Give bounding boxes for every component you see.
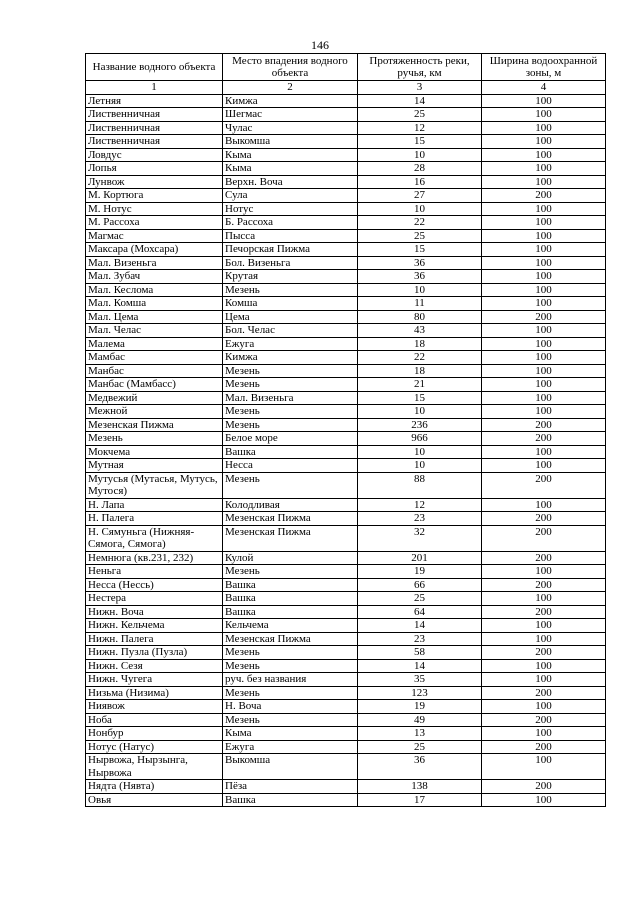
length-cell: 15	[358, 391, 482, 405]
page-number: 146	[311, 38, 329, 52]
mouth-cell: Белое море	[223, 432, 358, 446]
protection-width-cell: 100	[482, 754, 606, 780]
protection-width-cell: 100	[482, 498, 606, 512]
protection-width-cell: 100	[482, 391, 606, 405]
table-row	[86, 727, 606, 741]
mouth-cell: Шегмас	[223, 108, 358, 122]
river-name-cell: Максара (Мохсара)	[86, 243, 223, 257]
table-row	[86, 391, 606, 405]
table-row	[86, 135, 606, 149]
length-cell: 36	[358, 754, 482, 780]
length-cell: 88	[358, 472, 482, 498]
protection-width-cell: 100	[482, 793, 606, 807]
river-name-cell: Лиственничная	[86, 108, 223, 122]
river-name-cell: Мамбас	[86, 351, 223, 365]
mouth-cell: Кыма	[223, 727, 358, 741]
mouth-cell: Мезень	[223, 472, 358, 498]
length-cell: 80	[358, 310, 482, 324]
table-row	[86, 243, 606, 257]
length-cell: 27	[358, 189, 482, 203]
river-name-cell: Манбас	[86, 364, 223, 378]
table-row	[86, 793, 606, 807]
table-row	[86, 324, 606, 338]
length-cell: 66	[358, 578, 482, 592]
table-row	[86, 459, 606, 473]
protection-width-cell: 200	[482, 740, 606, 754]
protection-width-cell: 100	[482, 243, 606, 257]
mouth-cell: Мезень	[223, 378, 358, 392]
protection-width-cell: 100	[482, 162, 606, 176]
table-row	[86, 713, 606, 727]
table-body	[86, 94, 606, 807]
length-cell: 201	[358, 551, 482, 565]
length-cell: 58	[358, 646, 482, 660]
mouth-cell: Кельчема	[223, 619, 358, 633]
length-cell: 15	[358, 135, 482, 149]
column-header-width: Ширина водоохранной зоны, м	[482, 54, 606, 81]
mouth-cell: Выкомша	[223, 754, 358, 780]
river-name-cell: Овья	[86, 793, 223, 807]
protection-width-cell: 200	[482, 646, 606, 660]
mouth-cell: Вашка	[223, 445, 358, 459]
river-name-cell: Нижн. Пузла (Пузла)	[86, 646, 223, 660]
mouth-cell: Сула	[223, 189, 358, 203]
river-name-cell: Мезенская Пижма	[86, 418, 223, 432]
protection-width-cell: 100	[482, 270, 606, 284]
length-cell: 11	[358, 297, 482, 311]
table-row	[86, 175, 606, 189]
river-name-cell: Н. Сямуньга (Нижняя-Сямога, Сямога)	[86, 525, 223, 551]
length-cell: 23	[358, 632, 482, 646]
mouth-cell: Несса	[223, 459, 358, 473]
mouth-cell: Мезень	[223, 283, 358, 297]
length-cell: 36	[358, 256, 482, 270]
table-row	[86, 605, 606, 619]
river-name-cell: Н. Палега	[86, 512, 223, 526]
mouth-cell: Мезень	[223, 659, 358, 673]
length-cell: 10	[358, 405, 482, 419]
length-cell: 35	[358, 673, 482, 687]
table-row	[86, 202, 606, 216]
protection-width-cell: 100	[482, 148, 606, 162]
protection-width-cell: 100	[482, 135, 606, 149]
protection-width-cell: 100	[482, 659, 606, 673]
protection-width-cell: 100	[482, 324, 606, 338]
river-name-cell: Нижн. Палега	[86, 632, 223, 646]
protection-width-cell: 100	[482, 216, 606, 230]
river-name-cell: Нижн. Кельчема	[86, 619, 223, 633]
protection-width-cell: 200	[482, 432, 606, 446]
length-cell: 25	[358, 592, 482, 606]
river-name-cell: Неньга	[86, 565, 223, 579]
table-row	[86, 256, 606, 270]
length-cell: 123	[358, 686, 482, 700]
protection-width-cell: 100	[482, 727, 606, 741]
river-name-cell: М. Рассоха	[86, 216, 223, 230]
table-row	[86, 432, 606, 446]
protection-width-cell: 100	[482, 256, 606, 270]
table-row	[86, 121, 606, 135]
length-cell: 19	[358, 700, 482, 714]
mouth-cell: Кыма	[223, 162, 358, 176]
table-row	[86, 310, 606, 324]
table-row	[86, 565, 606, 579]
mouth-cell: Печорская Пижма	[223, 243, 358, 257]
protection-width-cell: 200	[482, 605, 606, 619]
protection-width-cell: 200	[482, 551, 606, 565]
length-cell: 49	[358, 713, 482, 727]
mouth-cell: Бол. Челас	[223, 324, 358, 338]
water-objects-table	[85, 53, 606, 807]
river-name-cell: Лиственничная	[86, 135, 223, 149]
length-cell: 28	[358, 162, 482, 176]
river-name-cell: Нядта (Нявта)	[86, 780, 223, 794]
column-number: 3	[358, 81, 482, 95]
table-row	[86, 686, 606, 700]
length-cell: 25	[358, 229, 482, 243]
protection-width-cell: 200	[482, 472, 606, 498]
table-row	[86, 551, 606, 565]
table-row	[86, 405, 606, 419]
mouth-cell: Вашка	[223, 592, 358, 606]
table-row	[86, 216, 606, 230]
length-cell: 43	[358, 324, 482, 338]
table-row	[86, 283, 606, 297]
length-cell: 22	[358, 216, 482, 230]
table-row	[86, 578, 606, 592]
protection-width-cell: 200	[482, 310, 606, 324]
length-cell: 14	[358, 619, 482, 633]
mouth-cell: Мезень	[223, 418, 358, 432]
table-row	[86, 673, 606, 687]
table-row	[86, 364, 606, 378]
length-cell: 18	[358, 337, 482, 351]
table-row	[86, 472, 606, 498]
mouth-cell: Выкомша	[223, 135, 358, 149]
mouth-cell: Чулас	[223, 121, 358, 135]
mouth-cell: Вашка	[223, 605, 358, 619]
length-cell: 12	[358, 498, 482, 512]
table-row	[86, 351, 606, 365]
length-cell: 14	[358, 659, 482, 673]
table-row	[86, 108, 606, 122]
table-row	[86, 189, 606, 203]
mouth-cell: Б. Рассоха	[223, 216, 358, 230]
river-name-cell: Нотус (Натус)	[86, 740, 223, 754]
mouth-cell: Верхн. Воча	[223, 175, 358, 189]
river-name-cell: Манбас (Мамбасс)	[86, 378, 223, 392]
protection-width-cell: 200	[482, 713, 606, 727]
table-row	[86, 229, 606, 243]
mouth-cell: Цема	[223, 310, 358, 324]
mouth-cell: Кулой	[223, 551, 358, 565]
protection-width-cell: 100	[482, 632, 606, 646]
river-name-cell: М. Кортюга	[86, 189, 223, 203]
column-number: 4	[482, 81, 606, 95]
mouth-cell: Н. Воча	[223, 700, 358, 714]
table-row	[86, 632, 606, 646]
river-name-cell: Мутная	[86, 459, 223, 473]
protection-width-cell: 100	[482, 297, 606, 311]
mouth-cell: Мезенская Пижма	[223, 525, 358, 551]
river-name-cell: Летняя	[86, 94, 223, 108]
table-row	[86, 162, 606, 176]
river-name-cell: Мезень	[86, 432, 223, 446]
mouth-cell: Мезенская Пижма	[223, 512, 358, 526]
length-cell: 17	[358, 793, 482, 807]
protection-width-cell: 200	[482, 525, 606, 551]
table-row	[86, 592, 606, 606]
river-name-cell: Мал. Цема	[86, 310, 223, 324]
mouth-cell: руч. без названия	[223, 673, 358, 687]
protection-width-cell: 200	[482, 512, 606, 526]
river-name-cell: Нырвожа, Нырзынга, Нырвожа	[86, 754, 223, 780]
mouth-cell: Нотус	[223, 202, 358, 216]
protection-width-cell: 100	[482, 121, 606, 135]
protection-width-cell: 100	[482, 565, 606, 579]
table-row	[86, 659, 606, 673]
river-name-cell: Немнюга (кв.231, 232)	[86, 551, 223, 565]
mouth-cell: Пысса	[223, 229, 358, 243]
protection-width-cell: 100	[482, 700, 606, 714]
table-row	[86, 512, 606, 526]
river-name-cell: Мал. Кеслома	[86, 283, 223, 297]
protection-width-cell: 100	[482, 619, 606, 633]
length-cell: 966	[358, 432, 482, 446]
protection-width-cell: 100	[482, 175, 606, 189]
length-cell: 22	[358, 351, 482, 365]
mouth-cell: Ежуга	[223, 337, 358, 351]
mouth-cell: Ежуга	[223, 740, 358, 754]
length-cell: 36	[358, 270, 482, 284]
river-name-cell: Мутусья (Мутасья, Мутусь, Мутося)	[86, 472, 223, 498]
protection-width-cell: 100	[482, 94, 606, 108]
river-name-cell: Мал. Комша	[86, 297, 223, 311]
mouth-cell: Комша	[223, 297, 358, 311]
river-name-cell: Ноба	[86, 713, 223, 727]
river-name-cell: Медвежий	[86, 391, 223, 405]
protection-width-cell: 100	[482, 673, 606, 687]
river-name-cell: Лопья	[86, 162, 223, 176]
mouth-cell: Крутая	[223, 270, 358, 284]
table-row	[86, 378, 606, 392]
mouth-cell: Вашка	[223, 793, 358, 807]
protection-width-cell: 100	[482, 202, 606, 216]
protection-width-cell: 100	[482, 364, 606, 378]
mouth-cell: Кимжа	[223, 351, 358, 365]
length-cell: 15	[358, 243, 482, 257]
river-name-cell: Нижн. Воча	[86, 605, 223, 619]
length-cell: 10	[358, 148, 482, 162]
table-row	[86, 498, 606, 512]
length-cell: 25	[358, 740, 482, 754]
protection-width-cell: 100	[482, 337, 606, 351]
length-cell: 10	[358, 445, 482, 459]
table-row	[86, 418, 606, 432]
table-row	[86, 646, 606, 660]
table-row	[86, 754, 606, 780]
mouth-cell: Кимжа	[223, 94, 358, 108]
river-name-cell: Мал. Визеньга	[86, 256, 223, 270]
river-name-cell: Нижн. Чугега	[86, 673, 223, 687]
mouth-cell: Мезень	[223, 713, 358, 727]
protection-width-cell: 100	[482, 378, 606, 392]
column-number: 2	[223, 81, 358, 95]
mouth-cell: Колодливая	[223, 498, 358, 512]
length-cell: 19	[358, 565, 482, 579]
column-header-name: Название водного объекта	[86, 54, 223, 81]
river-name-cell: Ниявож	[86, 700, 223, 714]
river-name-cell: Нижн. Сезя	[86, 659, 223, 673]
length-cell: 13	[358, 727, 482, 741]
length-cell: 23	[358, 512, 482, 526]
mouth-cell: Бол. Визеньга	[223, 256, 358, 270]
river-name-cell: Межной	[86, 405, 223, 419]
length-cell: 10	[358, 283, 482, 297]
length-cell: 14	[358, 94, 482, 108]
protection-width-cell: 100	[482, 229, 606, 243]
river-name-cell: Ловдус	[86, 148, 223, 162]
length-cell: 10	[358, 459, 482, 473]
mouth-cell: Мезень	[223, 364, 358, 378]
mouth-cell: Мезень	[223, 686, 358, 700]
column-header-length: Протяженность реки, ручья, км	[358, 54, 482, 81]
protection-width-cell: 100	[482, 459, 606, 473]
protection-width-cell: 100	[482, 351, 606, 365]
protection-width-cell: 100	[482, 283, 606, 297]
protection-width-cell: 200	[482, 578, 606, 592]
river-name-cell: Нонбур	[86, 727, 223, 741]
table-row	[86, 94, 606, 108]
length-cell: 10	[358, 202, 482, 216]
length-cell: 32	[358, 525, 482, 551]
length-cell: 236	[358, 418, 482, 432]
column-number-row	[86, 81, 606, 95]
river-name-cell: Несса (Нессь)	[86, 578, 223, 592]
mouth-cell: Мезень	[223, 646, 358, 660]
table-row	[86, 740, 606, 754]
length-cell: 64	[358, 605, 482, 619]
header-row	[86, 54, 606, 81]
mouth-cell: Пёза	[223, 780, 358, 794]
length-cell: 16	[358, 175, 482, 189]
mouth-cell: Мезень	[223, 405, 358, 419]
protection-width-cell: 100	[482, 108, 606, 122]
table-row	[86, 700, 606, 714]
river-name-cell: Низьма (Низима)	[86, 686, 223, 700]
mouth-cell: Кыма	[223, 148, 358, 162]
protection-width-cell: 100	[482, 445, 606, 459]
mouth-cell: Мал. Визеньга	[223, 391, 358, 405]
column-number: 1	[86, 81, 223, 95]
table-row	[86, 445, 606, 459]
river-name-cell: Лиственничная	[86, 121, 223, 135]
river-name-cell: Мал. Зубач	[86, 270, 223, 284]
mouth-cell: Мезенская Пижма	[223, 632, 358, 646]
mouth-cell: Вашка	[223, 578, 358, 592]
length-cell: 12	[358, 121, 482, 135]
river-name-cell: М. Нотус	[86, 202, 223, 216]
length-cell: 21	[358, 378, 482, 392]
river-name-cell: Лунвож	[86, 175, 223, 189]
table-row	[86, 270, 606, 284]
protection-width-cell: 200	[482, 780, 606, 794]
protection-width-cell: 200	[482, 686, 606, 700]
column-header-mouth: Место впадения водного объекта	[223, 54, 358, 81]
protection-width-cell: 100	[482, 405, 606, 419]
table-row	[86, 525, 606, 551]
river-name-cell: Мал. Челас	[86, 324, 223, 338]
river-name-cell: Н. Лапа	[86, 498, 223, 512]
length-cell: 25	[358, 108, 482, 122]
table-row	[86, 780, 606, 794]
river-name-cell: Мокчема	[86, 445, 223, 459]
table-row	[86, 148, 606, 162]
length-cell: 18	[358, 364, 482, 378]
protection-width-cell: 200	[482, 418, 606, 432]
table-row	[86, 297, 606, 311]
river-name-cell: Малема	[86, 337, 223, 351]
river-name-cell: Магмас	[86, 229, 223, 243]
table-row	[86, 337, 606, 351]
protection-width-cell: 100	[482, 592, 606, 606]
river-name-cell: Нестера	[86, 592, 223, 606]
length-cell: 138	[358, 780, 482, 794]
mouth-cell: Мезень	[223, 565, 358, 579]
table-row	[86, 619, 606, 633]
protection-width-cell: 200	[482, 189, 606, 203]
